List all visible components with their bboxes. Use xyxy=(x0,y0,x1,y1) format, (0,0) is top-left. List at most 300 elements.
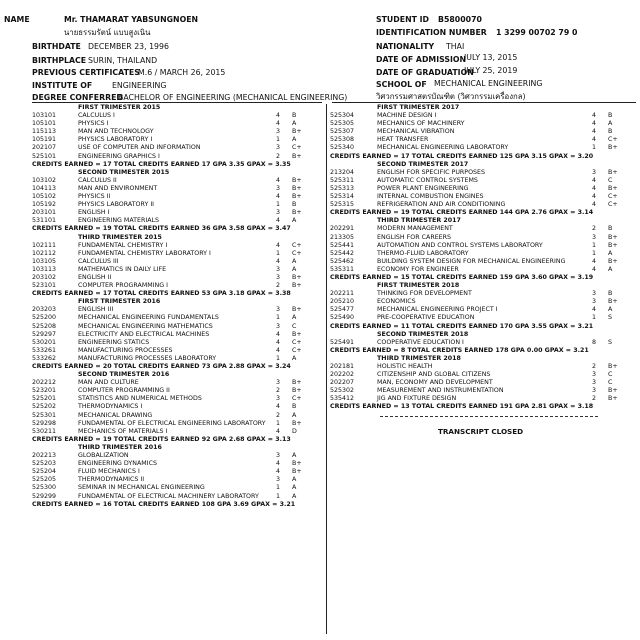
course-credits: 4 xyxy=(592,176,597,184)
course-code: 525200 xyxy=(32,314,57,322)
course-grade: A xyxy=(292,476,297,484)
course-code: 525305 xyxy=(330,120,355,128)
course-name: PHYSICS II xyxy=(78,193,111,201)
birthdate-value: DECEMBER 23, 1996 xyxy=(88,42,169,51)
credits-summary-row xyxy=(32,363,324,371)
course-code: 530211 xyxy=(32,427,57,435)
course-name: PRE-COOPERATIVE EDUCATION xyxy=(377,314,475,322)
term-row xyxy=(32,234,324,242)
course-name: ECONOMY FOR ENGINEER xyxy=(377,265,459,273)
course-credits: 2 xyxy=(276,282,281,290)
course-row xyxy=(330,193,636,201)
graduation-value: JULY 25, 2019 xyxy=(464,66,518,75)
term-heading: SECOND TRIMESTER 2017 xyxy=(377,160,469,168)
course-code: 525101 xyxy=(32,152,57,160)
course-grade: B+ xyxy=(608,184,618,192)
course-name: MECHANICS OF MATERIALS I xyxy=(78,427,168,435)
credits-summary: CREDITS EARNED = 16 TOTAL CREDITS EARNED 108 GPA 3.69 GPAX = 3.21 xyxy=(32,500,296,508)
course-row xyxy=(330,290,636,298)
course-grade: B xyxy=(608,225,613,233)
course-grade: B+ xyxy=(608,144,618,152)
course-credits: 3 xyxy=(276,273,281,281)
course-grade: C xyxy=(608,379,613,387)
course-name: ENGINEERING STATICS xyxy=(78,338,150,346)
course-grade: B+ xyxy=(608,233,618,241)
term-heading: FIRST TRIMESTER 2015 xyxy=(78,104,161,111)
credits-summary-row xyxy=(32,225,324,233)
institute-label: INSTITUTE OF xyxy=(32,81,93,90)
course-grade: C xyxy=(608,371,613,379)
credits-summary-row xyxy=(330,274,636,282)
admission-label: DATE OF ADMISSION xyxy=(376,55,467,64)
course-row xyxy=(330,306,636,314)
term-heading: THIRD TRIMESTER 2015 xyxy=(78,233,162,241)
course-row xyxy=(32,331,324,339)
course-code: 102112 xyxy=(32,249,57,257)
course-code: 535412 xyxy=(330,395,355,403)
credits-summary: CREDITS EARNED = 19 TOTAL CREDITS EARNED 36 GPA 3.58 GPAX = 3.47 xyxy=(32,225,291,233)
course-credits: 4 xyxy=(276,346,281,354)
course-credits: 4 xyxy=(592,201,597,209)
course-grade: B+ xyxy=(608,387,618,395)
course-name: JIG AND FIXTURE DESIGN xyxy=(377,395,457,403)
course-row xyxy=(32,282,324,290)
course-credits: 4 xyxy=(276,403,281,411)
course-grade: A xyxy=(292,354,297,362)
institute-value: ENGINEERING xyxy=(112,81,167,90)
birthplace-label: BIRTHPLACE xyxy=(32,56,87,65)
course-row xyxy=(330,314,636,322)
term-row xyxy=(330,217,636,225)
course-grade: B+ xyxy=(608,168,618,176)
course-code: 533261 xyxy=(32,346,57,354)
course-credits: 3 xyxy=(276,144,281,152)
course-grade: B xyxy=(608,128,613,136)
course-credits: 1 xyxy=(276,492,281,500)
student-id-value: B5800070 xyxy=(438,15,482,24)
course-code: 525313 xyxy=(330,184,355,192)
school-label: SCHOOL OF xyxy=(376,80,427,89)
course-code: 525205 xyxy=(32,476,57,484)
course-grade: B+ xyxy=(292,273,302,281)
course-row xyxy=(330,120,636,128)
course-name: PHYSICS LABORATORY I xyxy=(78,136,153,144)
course-grade: B xyxy=(292,403,297,411)
course-credits: 4 xyxy=(276,460,281,468)
column-divider xyxy=(326,104,327,634)
course-credits: 4 xyxy=(592,184,597,192)
course-credits: 4 xyxy=(592,265,597,273)
credits-summary: CREDITS EARNED = 11 TOTAL CREDITS EARNED 170 GPA 3.55 GPAX = 3.21 xyxy=(330,322,594,330)
course-row xyxy=(32,242,324,250)
course-name: STATISTICS AND NUMERICAL METHODS xyxy=(78,395,202,403)
course-code: 529298 xyxy=(32,419,57,427)
course-row xyxy=(32,355,324,363)
term-row xyxy=(32,371,324,379)
course-row xyxy=(32,306,324,314)
course-row xyxy=(32,323,324,331)
credits-summary: CREDITS EARNED = 17 TOTAL CREDITS EARNED 125 GPA 3.15 GPAX = 3.20 xyxy=(330,152,594,160)
idnum-label: IDENTIFICATION NUMBER xyxy=(376,28,487,37)
course-grade: B xyxy=(608,290,613,298)
course-row xyxy=(32,420,324,428)
course-grade: C+ xyxy=(292,395,302,403)
course-row xyxy=(32,314,324,322)
term-heading: SECOND TRIMESTER 2018 xyxy=(377,330,469,338)
course-code: 105191 xyxy=(32,136,57,144)
term-heading: SECOND TRIMESTER 2016 xyxy=(78,371,170,379)
credits-summary-row xyxy=(32,290,324,298)
course-row xyxy=(330,242,636,250)
course-name: COOPERATIVE EDUCATION I xyxy=(377,338,464,346)
course-code: 115113 xyxy=(32,128,57,136)
course-credits: 1 xyxy=(592,314,597,322)
course-grade: B+ xyxy=(608,363,618,370)
course-name: CALCULUS III xyxy=(78,257,119,265)
course-code: 203102 xyxy=(32,273,57,281)
term-heading: THIRD TRIMESTER 2017 xyxy=(377,217,461,225)
course-code: 202211 xyxy=(330,290,355,298)
credits-summary: CREDITS EARNED = 19 TOTAL CREDITS EARNED 92 GPA 2.68 GPAX = 3.13 xyxy=(32,435,291,443)
course-name: ELECTRICITY AND ELECTRICAL MACHINES xyxy=(78,330,210,338)
course-code: 202213 xyxy=(32,452,57,460)
course-grade: B xyxy=(608,112,613,120)
course-row xyxy=(32,266,324,274)
course-row xyxy=(330,395,636,403)
idnum-value: 1 3299 00702 79 0 xyxy=(496,28,578,37)
course-grade: B+ xyxy=(608,257,618,265)
birthdate-label: BIRTHDATE xyxy=(32,42,81,51)
course-code: 202107 xyxy=(32,144,57,152)
prev-cert-label: PREVIOUS CERTIFICATES xyxy=(32,68,140,77)
course-code: 525441 xyxy=(330,241,355,249)
course-name: FUNDAMENTAL CHEMISTRY LABORATORY I xyxy=(78,249,211,257)
course-credits: 1 xyxy=(276,354,281,362)
course-grade: A xyxy=(292,120,297,128)
course-name: MEASUREMENT AND INSTRUMENTATION xyxy=(377,387,504,395)
course-grade: B+ xyxy=(292,387,302,395)
course-row xyxy=(330,185,636,193)
course-grade: S xyxy=(608,338,612,346)
course-name: THERMO-FLUID LABORATORY xyxy=(377,249,469,257)
course-grade: A xyxy=(292,314,297,322)
course-code: 525442 xyxy=(330,249,355,257)
course-code: 525300 xyxy=(32,484,57,492)
course-credits: 4 xyxy=(276,217,281,225)
course-code: 525308 xyxy=(330,136,355,144)
credits-summary-row xyxy=(330,153,636,161)
credits-summary: CREDITS EARNED = 19 TOTAL CREDITS EARNED 144 GPA 2.76 GPAX = 3.14 xyxy=(330,209,594,217)
course-code: 525304 xyxy=(330,112,355,120)
course-name: ENGLISH III xyxy=(78,306,114,314)
credits-summary-row xyxy=(330,347,636,355)
course-row xyxy=(32,403,324,411)
course-grade: A xyxy=(292,452,297,460)
term-row xyxy=(330,282,636,290)
right-course-column xyxy=(330,104,636,640)
course-credits: 1 xyxy=(276,249,281,257)
term-row xyxy=(32,104,324,112)
course-code: 535311 xyxy=(330,265,355,273)
course-credits: 3 xyxy=(276,265,281,273)
course-grade: C xyxy=(292,322,297,330)
course-credits: 4 xyxy=(276,112,281,120)
course-code: 103101 xyxy=(32,112,57,120)
course-code: 203101 xyxy=(32,209,57,217)
course-row xyxy=(32,112,324,120)
term-row xyxy=(32,444,324,452)
course-credits: 4 xyxy=(276,193,281,201)
credits-summary-row xyxy=(330,209,636,217)
course-credits: 2 xyxy=(276,411,281,419)
course-row xyxy=(330,258,636,266)
nationality-label: NATIONALITY xyxy=(376,42,435,51)
course-row xyxy=(32,387,324,395)
course-credits: 4 xyxy=(592,120,597,128)
course-row xyxy=(32,468,324,476)
credits-summary: CREDITS EARNED = 20 TOTAL CREDITS EARNED 73 GPA 2.88 GPAX = 3.24 xyxy=(32,363,291,370)
course-name: MECHANICAL VIBRATION xyxy=(377,128,455,136)
course-grade: A xyxy=(292,492,297,500)
course-name: ENGLISH II xyxy=(78,273,112,281)
course-row xyxy=(32,258,324,266)
course-credits: 3 xyxy=(592,387,597,395)
course-row xyxy=(330,225,636,233)
course-name: PHYSICS I xyxy=(78,120,109,128)
course-code: 525462 xyxy=(330,257,355,265)
course-name: GLOBALIZATION xyxy=(78,452,129,460)
course-grade: B+ xyxy=(292,379,302,387)
course-grade: B+ xyxy=(608,395,618,403)
course-code: 525203 xyxy=(32,460,57,468)
course-row xyxy=(32,120,324,128)
course-name: ENGLISH FOR SPECIFIC PURPOSES xyxy=(377,168,486,176)
course-row xyxy=(32,177,324,185)
term-row xyxy=(330,331,636,339)
course-grade: B+ xyxy=(292,128,302,136)
course-name: ENGLISH I xyxy=(78,209,110,217)
course-row xyxy=(32,153,324,161)
course-name: AUTOMATION AND CONTROL SYSTEMS LABORATORY xyxy=(377,241,543,249)
term-row xyxy=(330,355,636,363)
course-credits: 4 xyxy=(276,241,281,249)
course-row xyxy=(330,112,636,120)
course-credits: 1 xyxy=(276,484,281,492)
course-credits: 4 xyxy=(592,306,597,314)
course-code: 103105 xyxy=(32,257,57,265)
course-grade: B+ xyxy=(292,330,302,338)
credits-summary: CREDITS EARNED = 17 TOTAL CREDITS EARNED 17 GPA 3.35 GPAX = 3.35 xyxy=(32,160,291,168)
course-name: MECHANICAL ENGINEERING FUNDAMENTALS xyxy=(78,314,219,322)
course-grade: B+ xyxy=(292,193,302,201)
header-rule-left xyxy=(32,102,322,103)
course-name: USE OF COMPUTER AND INFORMATION xyxy=(78,144,201,152)
course-credits: 4 xyxy=(276,120,281,128)
course-credits: 2 xyxy=(592,225,597,233)
term-heading: FIRST TRIMESTER 2018 xyxy=(377,282,460,290)
course-grade: B+ xyxy=(292,209,302,217)
course-code: 525201 xyxy=(32,395,57,403)
course-grade: A xyxy=(292,411,297,419)
course-name: MECHANICS OF MACHINERY xyxy=(377,120,465,128)
course-code: 525477 xyxy=(330,306,355,314)
course-grade: B xyxy=(292,112,297,120)
term-heading: FIRST TRIMESTER 2017 xyxy=(377,104,460,111)
course-name: FUNDAMENTAL OF ELECTRICAL MACHINERY LABORATORY xyxy=(78,492,259,500)
course-name: MAN AND TECHNOLOGY xyxy=(78,128,154,136)
course-row xyxy=(330,144,636,152)
course-grade: B+ xyxy=(292,184,302,192)
course-credits: 1 xyxy=(592,241,597,249)
transcript-closed: TRANSCRIPT CLOSED xyxy=(438,426,524,436)
header-rule-right xyxy=(332,102,636,103)
course-credits: 4 xyxy=(592,128,597,136)
course-code: 202207 xyxy=(330,379,355,387)
course-credits: 1 xyxy=(276,136,281,144)
course-credits: 3 xyxy=(276,322,281,330)
course-grade: A xyxy=(292,265,297,273)
term-row xyxy=(32,169,324,177)
course-code: 525208 xyxy=(32,322,57,330)
course-code: 202181 xyxy=(330,363,355,370)
course-row xyxy=(330,371,636,379)
course-grade: C+ xyxy=(292,346,302,354)
course-code: 103102 xyxy=(32,176,57,184)
course-credits: 3 xyxy=(592,371,597,379)
course-name: CITIZENSHIP AND GLOBAL CITIZENS xyxy=(377,371,491,379)
course-row xyxy=(330,363,636,371)
degree-label: DEGREE CONFERRED xyxy=(32,93,123,102)
course-code: 213204 xyxy=(330,168,355,176)
course-row xyxy=(32,452,324,460)
course-name: MATHEMATICS IN DAILY LIFE xyxy=(78,265,167,273)
course-name: ENGLISH FOR CAREERS xyxy=(377,233,452,241)
course-name: ENGINEERING MATERIALS xyxy=(78,217,160,225)
course-credits: 3 xyxy=(276,209,281,217)
course-row xyxy=(330,379,636,387)
course-credits: 4 xyxy=(592,257,597,265)
credits-summary: CREDITS EARNED = 8 TOTAL CREDITS EARNED 178 GPA 0.00 GPAX = 3.21 xyxy=(330,346,589,354)
course-credits: 3 xyxy=(592,290,597,298)
course-credits: 4 xyxy=(276,330,281,338)
course-code: 525311 xyxy=(330,176,355,184)
closing-dashes xyxy=(380,416,598,423)
course-name: FUNDAMENTAL CHEMISTRY I xyxy=(78,241,168,249)
course-credits: 2 xyxy=(592,395,597,403)
course-name: MECHANICAL ENGINEERING MATHEMATICS xyxy=(78,322,213,330)
course-code: 525204 xyxy=(32,468,57,476)
credits-summary: CREDITS EARNED = 13 TOTAL CREDITS EARNED 191 GPA 2.81 GPAX = 3.18 xyxy=(330,403,594,411)
term-row xyxy=(330,104,636,112)
course-code: 205210 xyxy=(330,298,355,306)
term-heading: SECOND TRIMESTER 2015 xyxy=(78,168,170,176)
course-row xyxy=(330,169,636,177)
credits-summary-row xyxy=(32,161,324,169)
course-row xyxy=(32,395,324,403)
course-name: HOLISTIC HEALTH xyxy=(377,363,433,370)
course-code: 525307 xyxy=(330,128,355,136)
course-row xyxy=(32,185,324,193)
course-name: COMPUTER PROGRAMMING I xyxy=(78,282,169,290)
course-name: MODERN MANAGEMENT xyxy=(377,225,453,233)
school-thai: วิศวกรรมศาสตรบัณฑิต (วิศวกรรมเครื่องกล) xyxy=(376,92,526,101)
course-credits: 3 xyxy=(276,476,281,484)
course-code: 103113 xyxy=(32,265,57,273)
course-grade: B+ xyxy=(292,282,302,290)
course-name: HEAT TRANSFER xyxy=(377,136,429,144)
course-code: 523101 xyxy=(32,282,57,290)
course-grade: A xyxy=(292,136,297,144)
course-grade: B+ xyxy=(608,298,618,306)
course-code: 202212 xyxy=(32,379,57,387)
course-grade: A xyxy=(608,306,613,314)
course-row xyxy=(330,266,636,274)
credits-summary-row xyxy=(330,403,636,411)
admission-value: JULY 13, 2015 xyxy=(464,53,518,62)
credits-summary: CREDITS EARNED = 15 TOTAL CREDITS EARNED 159 GPA 3.60 GPAX = 3.19 xyxy=(330,273,594,281)
course-row xyxy=(32,493,324,501)
course-row xyxy=(330,201,636,209)
credits-summary-row xyxy=(32,501,324,509)
course-row xyxy=(32,136,324,144)
course-grade: B xyxy=(292,201,297,209)
course-name: ECONOMICS xyxy=(377,298,416,306)
course-row xyxy=(32,193,324,201)
course-code: 525490 xyxy=(330,314,355,322)
school-value: MECHANICAL ENGINEERING xyxy=(434,79,543,88)
course-credits: 4 xyxy=(592,136,597,144)
course-code: 525202 xyxy=(32,403,57,411)
course-code: 525315 xyxy=(330,201,355,209)
course-code: 213305 xyxy=(330,233,355,241)
course-code: 531101 xyxy=(32,217,57,225)
course-credits: 2 xyxy=(592,363,597,370)
course-credits: 4 xyxy=(276,427,281,435)
student-id-label: STUDENT ID xyxy=(376,15,429,24)
course-grade: C+ xyxy=(292,241,302,249)
course-credits: 4 xyxy=(276,468,281,476)
course-credits: 4 xyxy=(276,338,281,346)
course-row xyxy=(330,387,636,395)
course-credits: 3 xyxy=(592,168,597,176)
course-grade: B+ xyxy=(292,176,302,184)
course-row xyxy=(32,201,324,209)
course-credits: 3 xyxy=(592,379,597,387)
birthplace-value: SURIN, THAILAND xyxy=(88,56,158,65)
course-row xyxy=(32,428,324,436)
course-code: 529297 xyxy=(32,330,57,338)
course-name: FUNDAMENTAL OF ELECTRICAL ENGINEERING LABORATORY xyxy=(78,419,266,427)
course-row xyxy=(330,298,636,306)
course-row xyxy=(32,217,324,225)
term-heading: THIRD TRIMESTER 2016 xyxy=(78,443,162,451)
course-code: 529299 xyxy=(32,492,57,500)
course-row xyxy=(32,379,324,387)
course-name: SEMINAR IN MECHANICAL ENGINEERING xyxy=(78,484,205,492)
course-code: 533262 xyxy=(32,354,57,362)
course-code: 523201 xyxy=(32,387,57,395)
course-row xyxy=(32,412,324,420)
course-credits: 3 xyxy=(276,452,281,460)
course-row xyxy=(330,177,636,185)
course-code: 105101 xyxy=(32,120,57,128)
course-name: ENGINEERING GRAPHICS I xyxy=(78,152,160,160)
course-name: FLUID MECHANICS I xyxy=(78,468,140,476)
course-name: AUTOMATIC CONTROL SYSTEMS xyxy=(377,176,478,184)
course-row xyxy=(32,144,324,152)
course-grade: A xyxy=(608,120,613,128)
course-code: 525302 xyxy=(330,387,355,395)
